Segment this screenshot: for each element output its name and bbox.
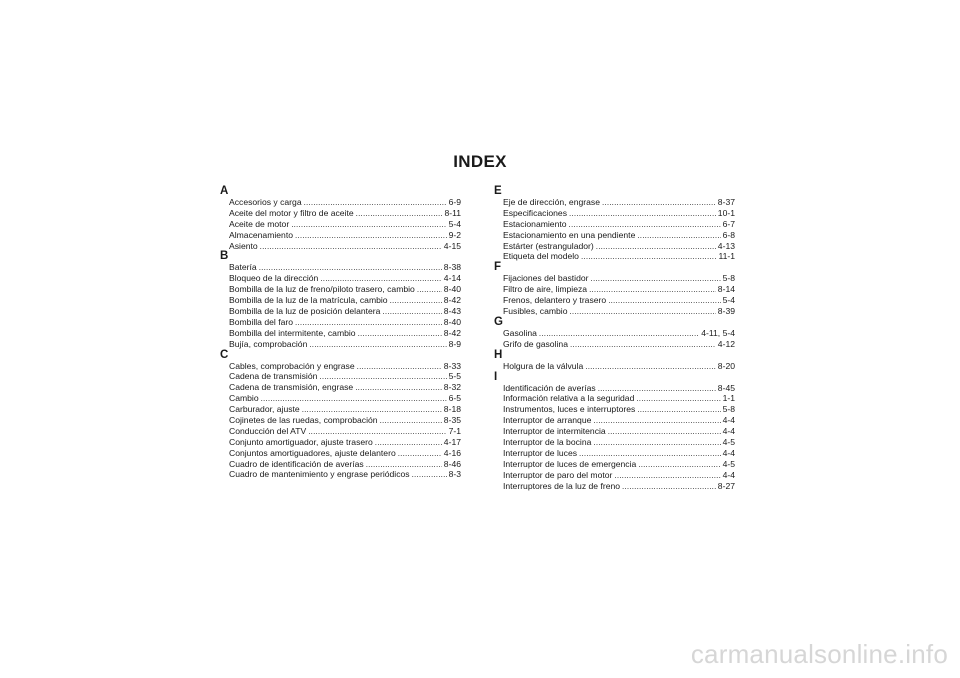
index-entry[interactable]: [221, 371, 461, 382]
index-entry[interactable]: [221, 230, 461, 241]
index-entry[interactable]: [221, 448, 461, 459]
dot-leader: [608, 296, 720, 306]
index-entry[interactable]: [221, 208, 461, 219]
entry-label: Cuadro de identificación de averías: [229, 458, 364, 469]
dot-leader: [591, 274, 721, 284]
entry-label: Etiqueta del modelo: [503, 251, 579, 262]
entry-label: Interruptor de arranque: [503, 415, 592, 426]
index-entry[interactable]: [221, 273, 461, 284]
entry-label: Fusibles, cambio: [503, 306, 568, 317]
dot-leader: [637, 405, 720, 415]
dot-leader: [585, 362, 716, 372]
index-entry[interactable]: [495, 197, 735, 208]
dot-leader: [598, 384, 716, 394]
index-entry[interactable]: [221, 219, 461, 230]
entry-label: Especificaciones: [503, 207, 568, 218]
entry-page-number: 8-20: [717, 360, 735, 371]
entry-page-number: 8-46: [443, 458, 461, 469]
entry-page-number: 8-42: [443, 295, 461, 306]
entry-page-number: 8-33: [443, 360, 461, 371]
section-letter: B: [220, 250, 229, 263]
index-entry[interactable]: [495, 241, 735, 252]
entry-page-number: 4-4: [722, 469, 735, 480]
dot-leader: [291, 220, 446, 230]
entry-page-number: 8-35: [443, 415, 461, 426]
entry-label: Cojinetes de las ruedas, comprobación: [229, 415, 378, 426]
section-letter: G: [494, 315, 503, 328]
section-letter: H: [494, 348, 503, 361]
dot-leader: [382, 307, 441, 317]
entry-page-number: 4-4: [722, 447, 735, 458]
dot-leader: [319, 372, 446, 382]
entry-label: Eje de dirección, engrase: [503, 197, 600, 207]
section-letter: E: [494, 185, 502, 197]
entry-page-number: 6-7: [722, 218, 735, 229]
entry-page-number: 1-1: [722, 393, 735, 404]
dot-leader: [608, 427, 721, 437]
dot-leader: [308, 427, 446, 437]
index-section: [495, 350, 735, 372]
entry-label: Filtro de aire, limpieza: [503, 284, 588, 295]
entry-page-number: 8-27: [717, 480, 735, 491]
index-entry[interactable]: [495, 383, 735, 394]
entry-page-number: 8-32: [443, 382, 461, 393]
dot-leader: [581, 252, 716, 262]
entry-page-number: 4-11, 5-4: [701, 327, 735, 338]
dot-leader: [593, 438, 720, 448]
entry-label: Estárter (estrangulador): [503, 240, 594, 251]
entry-page-number: 5-5: [448, 371, 461, 382]
dot-leader: [304, 198, 447, 208]
dot-leader: [366, 460, 442, 470]
entry-label: Conjuntos amortiguadores, ajuste delantero: [229, 447, 396, 458]
index-entry[interactable]: [495, 437, 735, 448]
dot-leader: [638, 460, 720, 470]
index-entry[interactable]: [495, 219, 735, 230]
dot-leader: [417, 285, 442, 295]
entry-label: Cadena de transmisión, engrase: [229, 382, 354, 393]
index-entry[interactable]: [495, 295, 735, 306]
entry-page-number: 8-11: [444, 207, 461, 218]
index-entry[interactable]: [221, 361, 461, 372]
index-entry[interactable]: [495, 459, 735, 470]
index-entry[interactable]: [221, 317, 461, 328]
dot-leader: [569, 220, 721, 230]
entry-label: Información relativa a la seguridad: [503, 393, 635, 404]
index-entry[interactable]: [495, 284, 735, 295]
dot-leader: [614, 471, 720, 481]
entry-label: Estacionamiento en una pendiente: [503, 229, 636, 240]
index-entry[interactable]: [495, 339, 735, 350]
entry-label: Grifo de gasolina: [503, 338, 568, 349]
index-entry[interactable]: [495, 328, 735, 339]
entry-label: Cables, comprobación y engrase: [229, 360, 355, 371]
index-section: [221, 350, 461, 481]
dot-leader: [622, 482, 716, 492]
entry-label: Conducción del ATV: [229, 425, 307, 436]
entry-page-number: 8-42: [443, 327, 461, 338]
index-entry[interactable]: [221, 262, 461, 273]
index-entry[interactable]: [221, 404, 461, 415]
section-letter: A: [220, 185, 229, 197]
dot-leader: [579, 449, 721, 459]
entry-label: Bombilla de la luz de posición delantera: [229, 306, 381, 317]
dot-leader: [295, 318, 442, 328]
index-entry[interactable]: [221, 328, 461, 339]
entry-label: Bombilla del faro: [229, 316, 294, 327]
dot-leader: [261, 394, 447, 404]
entry-page-number: 8-37: [717, 197, 735, 207]
entry-page-number: 4-4: [722, 415, 735, 426]
entry-page-number: 4-12: [717, 338, 735, 349]
index-entry[interactable]: [495, 208, 735, 219]
entry-label: Bujía, comprobación: [229, 338, 308, 349]
entry-page-number: 8-43: [443, 306, 461, 317]
dot-leader: [398, 449, 442, 459]
index-section: [495, 186, 735, 262]
index-column-left: [221, 186, 461, 480]
dot-leader: [302, 405, 442, 415]
index-entry[interactable]: [495, 481, 735, 492]
index-column-right: [495, 186, 735, 491]
index-entry[interactable]: [495, 404, 735, 415]
entry-label: Cambio: [229, 393, 259, 404]
dot-leader: [295, 231, 447, 241]
dot-leader: [390, 296, 442, 306]
entry-label: Interruptores de la luz de freno: [503, 480, 621, 491]
entry-label: Batería: [229, 262, 257, 273]
index-entry[interactable]: [221, 241, 461, 252]
index-entry[interactable]: [221, 469, 461, 480]
entry-page-number: 4-14: [443, 273, 461, 284]
dot-leader: [357, 362, 442, 372]
dot-leader: [356, 209, 443, 219]
entry-page-number: 4-4: [722, 426, 735, 437]
dot-leader: [260, 242, 442, 252]
entry-label: Carburador, ajuste: [229, 404, 300, 415]
entry-page-number: 11-1: [718, 251, 735, 262]
entry-label: Conjunto amortiguador, ajuste trasero: [229, 436, 373, 447]
entry-label: Bombilla de la luz de freno/piloto trasero, cambio: [229, 284, 415, 295]
dot-leader: [412, 470, 447, 480]
entry-label: Interruptor de intermitencia: [503, 426, 606, 437]
index-entry[interactable]: [495, 251, 735, 262]
dot-leader: [355, 383, 442, 393]
entry-label: Cuadro de mantenimiento y engrase periódicos: [229, 469, 410, 480]
entry-page-number: 8-9: [448, 338, 461, 349]
entry-page-number: 4-5: [722, 437, 735, 448]
dot-leader: [602, 198, 716, 208]
entry-label: Accesorios y carga: [229, 197, 302, 207]
dot-leader: [259, 263, 442, 273]
entry-page-number: 4-17: [443, 436, 461, 447]
index-entry[interactable]: [221, 437, 461, 448]
entry-page-number: 5-4: [448, 218, 461, 229]
entry-label: Asiento: [229, 240, 258, 251]
entry-page-number: 5-8: [722, 404, 735, 415]
index-entry[interactable]: [221, 339, 461, 350]
entry-label: Identificación de averías: [503, 382, 596, 393]
watermark-text: carmanualsonline.info: [690, 639, 948, 669]
entry-page-number: 8-14: [717, 284, 735, 295]
entry-label: Fijaciones del bastidor: [503, 273, 589, 284]
section-letter: C: [220, 348, 229, 361]
index-section: [221, 186, 461, 251]
entry-page-number: 5-4: [722, 295, 735, 306]
index-entry[interactable]: [495, 470, 735, 481]
dot-leader: [569, 209, 716, 219]
dot-leader: [589, 285, 716, 295]
entry-page-number: 7-1: [448, 425, 461, 436]
dot-leader: [320, 274, 441, 284]
dot-leader: [309, 340, 446, 350]
index-entry[interactable]: [221, 415, 461, 426]
index-section: [221, 251, 461, 349]
entry-label: Bombilla del intermitente, cambio: [229, 327, 356, 338]
dot-leader: [380, 416, 442, 426]
entry-page-number: 8-3: [448, 469, 461, 480]
index-entry[interactable]: [495, 426, 735, 437]
index-entry[interactable]: [221, 197, 461, 208]
dot-leader: [593, 416, 720, 426]
entry-label: Instrumentos, luces e interruptores: [503, 404, 636, 415]
entry-label: Gasolina: [503, 327, 537, 338]
index-entry[interactable]: [495, 361, 735, 372]
index-entry[interactable]: [495, 393, 735, 404]
entry-page-number: 8-40: [443, 316, 461, 327]
entry-page-number: 4-13: [717, 240, 735, 251]
dot-leader: [358, 329, 442, 339]
entry-page-number: 8-40: [443, 284, 461, 295]
dot-leader: [569, 307, 715, 317]
entry-page-number: 6-5: [448, 393, 461, 404]
entry-page-number: 4-16: [443, 447, 461, 458]
index-section: [495, 372, 735, 492]
entry-page-number: 6-9: [448, 197, 461, 207]
index-entry[interactable]: [495, 415, 735, 426]
index-entry[interactable]: [221, 295, 461, 306]
entry-label: Holgura de la válvula: [503, 360, 584, 371]
dot-leader: [375, 438, 442, 448]
entry-label: Cadena de transmisión: [229, 371, 318, 382]
entry-label: Almacenamiento: [229, 229, 294, 240]
dot-leader: [539, 329, 699, 339]
dot-leader: [637, 231, 720, 241]
entry-label: Estacionamiento: [503, 218, 567, 229]
section-letter: F: [494, 261, 502, 274]
dot-leader: [570, 340, 716, 350]
dot-leader: [636, 394, 720, 404]
entry-page-number: 10-1: [717, 207, 735, 218]
index-section: [495, 317, 735, 350]
index-entry[interactable]: [221, 382, 461, 393]
entry-label: Interruptor de luces: [503, 447, 578, 458]
entry-page-number: 8-38: [443, 262, 461, 273]
index-entry[interactable]: [495, 273, 735, 284]
entry-label: Aceite del motor y filtro de aceite: [229, 207, 354, 218]
entry-page-number: 4-5: [722, 458, 735, 469]
entry-page-number: 8-45: [717, 382, 735, 393]
index-entry[interactable]: [495, 230, 735, 241]
section-letter: I: [494, 370, 498, 383]
entry-page-number: 5-8: [722, 273, 735, 284]
entry-label: Aceite de motor: [229, 218, 290, 229]
index-entry[interactable]: [221, 284, 461, 295]
entry-label: Interruptor de paro del motor: [503, 469, 613, 480]
index-entry[interactable]: [221, 306, 461, 317]
index-section: [495, 262, 735, 317]
entry-label: Frenos, delantero y trasero: [503, 295, 607, 306]
entry-page-number: 6-8: [722, 229, 735, 240]
entry-page-number: 8-18: [443, 404, 461, 415]
entry-label: Interruptor de la bocina: [503, 437, 592, 448]
index-entry[interactable]: [221, 426, 461, 437]
page-title: INDEX: [453, 152, 507, 171]
index-entry[interactable]: [221, 459, 461, 470]
index-entry[interactable]: [221, 393, 461, 404]
entry-label: Bloqueo de la dirección: [229, 273, 319, 284]
entry-page-number: 8-39: [717, 306, 735, 317]
entry-page-number: 4-15: [443, 240, 461, 251]
index-entry[interactable]: [495, 448, 735, 459]
index-entry[interactable]: [495, 306, 735, 317]
dot-leader: [596, 242, 716, 252]
entry-page-number: 9-2: [448, 229, 461, 240]
entry-label: Bombilla de la luz de la matrícula, cambio: [229, 295, 388, 306]
entry-label: Interruptor de luces de emergencia: [503, 458, 637, 469]
